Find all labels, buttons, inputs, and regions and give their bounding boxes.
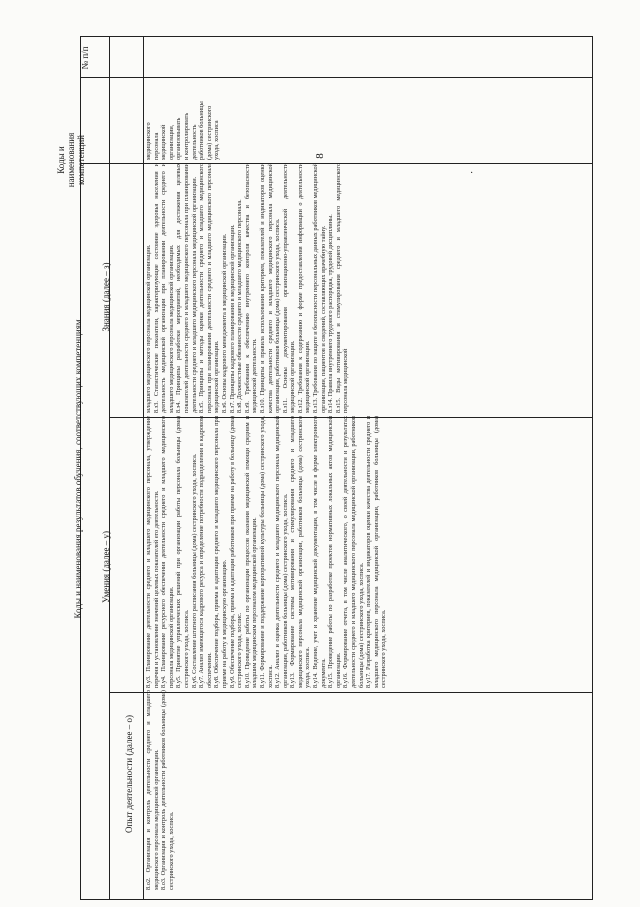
knowledge-list (145, 163, 350, 413)
competency-code-line: и контролировать (182, 112, 190, 160)
experience-cell (145, 690, 590, 890)
competency-code-line: организовывать (175, 117, 183, 160)
skill-item: 8.у12. Анализ и оценка деятельности среднего и младшего медицинского персонала медицинской организации, работников больницы (дома) сестринского ухода, хосписа. (274, 416, 289, 688)
header-number-label: № п/п (80, 46, 90, 70)
knowledge-item: 8.з3. Статистические показатели, характеризующие состояние здоровья населения и деятельность медицинской организации при планировании деятельности среднего и младшего медицинского персонала медицинской организации. (152, 163, 175, 413)
skill-item: 8.у10. Проведение работы по организации процессов оказания медицинской помощи средним и младшим медицинским персоналом медицинской организации. (243, 416, 259, 688)
skill-item: 8.у4. Планирование ресурсного обеспечения деятельности среднего и младшего медицинского персонала медицинской организации. (160, 416, 175, 688)
header-group-title (73, 39, 87, 899)
knowledge-item: 8.з9. Требования к обеспечению внутреннего контроля качества и безопасности медицинской деятельности. (243, 163, 259, 413)
knowledge-item: 8.з8. Должностные обязанности среднего и младшего медицинского персонала. (236, 199, 244, 413)
skill-item: 8.у3. Планирование деятельности среднего и младшего медицинского персонала, утверждение перечня и установление значений целевых показателей его деятельности. (145, 416, 160, 688)
skill-item: 8.у9. Обеспечение подбора, приема и адаптации работников при приеме на работу в больницу (дома) сестринского ухода, хоспис. (228, 416, 244, 688)
skill-item: 8.у6. Составление штатного расписания больницы (дома) сестринского ухода, хосписа. (190, 453, 198, 688)
header-group-title-label: Коды и наименования результатов обучения, соответствующих компетенциям (73, 319, 83, 619)
competency-code-line: персонала (152, 132, 160, 160)
competency-code-line: деятельность (190, 124, 198, 160)
knowledge-item: 8.з6. Основы кадрового менеджмента в медицинской организации. (220, 233, 228, 413)
header-knowledge (101, 172, 115, 422)
knowledge-item: 8.з5. Принципы и методы оценки деятельности среднего и младшего медицинского персонала при планировании деятельности среднего и младшего медицинского персонала медицинской организации. (198, 163, 221, 413)
header-experience-label: Опыт деятельности (далее – о) (124, 715, 134, 833)
competency-code-line: организации, (167, 124, 175, 160)
skills-cell (145, 416, 590, 688)
knowledge-item: 8.з11. Основы документирования организационно-управленческой деятельности медицинской организации. (281, 163, 297, 413)
knowledge-item: 8.з4. Принципы разработки мероприятий, необходимых для достижения целевых показателей деятельности среднего и младшего медицинского персонала при планировании деятельности среднего и младшего медицинского персонала медицинской организации. (175, 163, 198, 413)
skill-item: 8.у13. Формирование системы мотивирования и стимулирования среднего и младшего медицинского персонала медицинской организации, работников больницы (дома) сестринского ухода, хосписа. (289, 416, 312, 688)
codes-cell (145, 38, 590, 160)
knowledge-item: 8.з14. Правила внутреннего трудового распорядка, трудовой дисциплины. (327, 214, 335, 413)
header-knowledge-label: Знания (далее – з) (101, 262, 111, 332)
stray-mark: · (470, 168, 474, 179)
skill-item: 8.у15. Проведение работы по разработке проектов нормативных локальных актов медицинской организации. (327, 416, 342, 688)
skill-item: 8.у17. Разработка критериев, показателей и индикаторов оценки качества деятельности среднего и младшего медицинского персонала медицинской организации, работников больницы (дома) сестринского ухода, хосписа. (365, 416, 388, 688)
knowledge-item: 8.з15. Виды мотивирования и стимулирования среднего и младшего медицинского персонала медицинской (334, 163, 350, 413)
competency-code-line: работников больницы (198, 101, 206, 160)
knowledge-item: 8.з12. Требования к содержанию и форме предоставления информации о деятельности медицинской организации. (296, 163, 312, 413)
knowledge-item: 8.з7. Принципы кадрового планирования в медицинской организации. (228, 224, 236, 413)
knowledge-cell (145, 163, 590, 413)
skills-list (145, 416, 388, 688)
skill-item: 8.у7. Анализ имеющегося кадрового ресурса и определение потребности подразделения в кадровом обеспечении. (198, 416, 213, 688)
skill-item: 8.у14. Ведение, учет и хранение медицинской документации, в том числе в форме электронного документа. (312, 416, 327, 688)
codes-list (145, 38, 221, 160)
knowledge-item: младшего медицинского персонала медицинской организации. (145, 244, 152, 413)
experience-item: 8.о2. Организация и контроль деятельности среднего и младшего медицинского персонала медицинской организации. (145, 690, 160, 890)
page-number: 8 (314, 153, 326, 159)
header-skills (101, 442, 115, 692)
competency-code-line: медицинского (145, 122, 152, 160)
skill-item: 8.у16. Формирование отчета, в том числе аналитического, о своей деятельности и результатах деятельности среднего и младшего медицинского персонала медицинской организации, работников больницы (дома) сестринского ухода, хосписа. (342, 416, 365, 688)
skill-item: 8.у5. Принятие управленческих решений при организации работы персонала больницы (дома) сестринского ухода, хосписа. (175, 416, 190, 688)
header-skills-label: Умения (далее – у) (101, 531, 111, 603)
header-codes-label: Коды и наименования компетенций (56, 132, 86, 188)
competency-code-line: (дома) сестринского (205, 105, 213, 160)
competency-code-line: ухода, хосписа (213, 120, 221, 160)
experience-item: 8.о3. Организация и контроль деятельности работников больницы (дома) сестринского ухода, хосписа. (160, 690, 175, 890)
experience-list (145, 690, 175, 890)
skill-item: 8.у11. Формирование и поддержание корпоративной культуры больницы (дома) сестринского ухода, хосписа. (258, 416, 274, 688)
knowledge-item: 8.з10. Принципы и правила использования критериев, показателей и индикаторов оценки качества деятельности среднего и младшего медицинского персонала медицинской организации, работников больницы (дома) сестринского ухода, хосписа. (258, 163, 282, 413)
skill-item: 8.у8. Обеспечение подбора, приема и адаптации среднего и младшего медицинского персонала при приеме на работу в медицинскую организацию. (213, 416, 228, 688)
knowledge-item: 8.з13. Требования по защите и безопасности персональных данных работников медицинской организации, пациентов и сведений, составляющих врачебную тайну. (312, 163, 327, 413)
competency-code-line: медицинской (160, 124, 168, 160)
